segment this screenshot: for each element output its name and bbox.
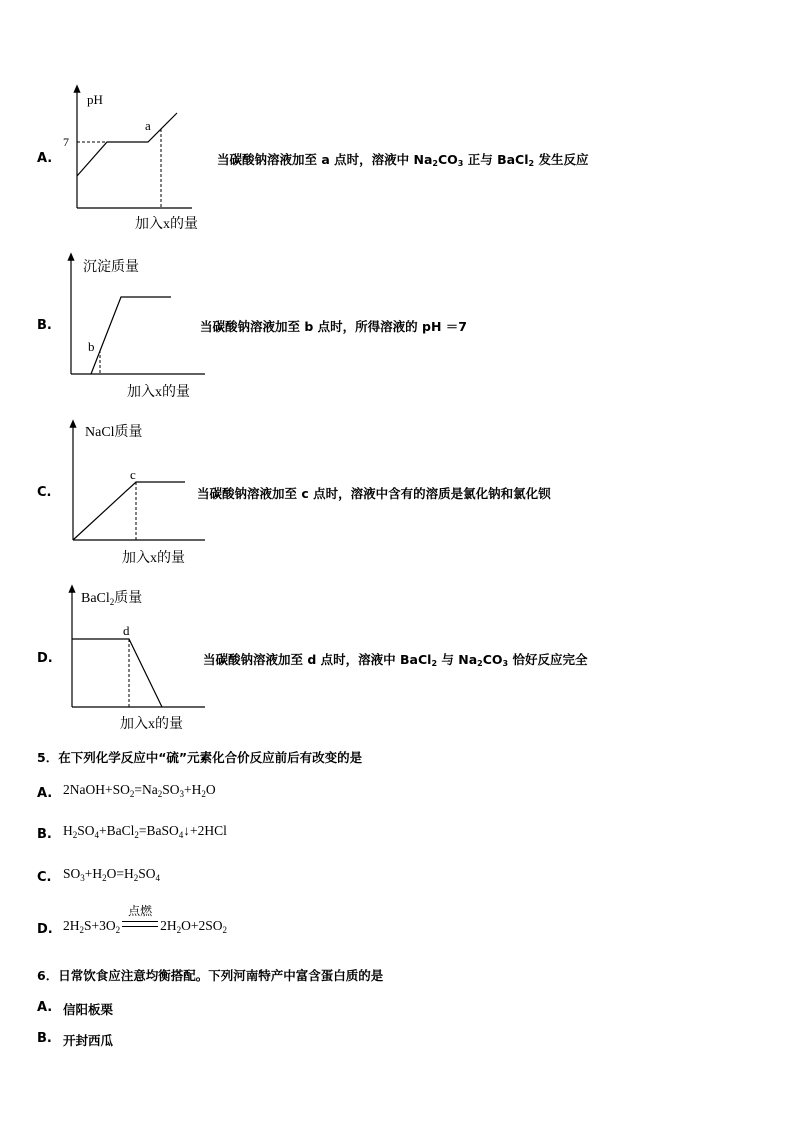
reaction-condition: 点燃 bbox=[128, 904, 153, 918]
option-b-letter: B. bbox=[37, 318, 52, 333]
q5-stem: 5．在下列化学反应中“硫”元素化合价反应前后有改变的是 bbox=[37, 750, 363, 765]
y-axis-label: NaCl质量 bbox=[85, 425, 143, 440]
x-axis-label: 加入x的量 bbox=[120, 717, 183, 732]
tick-7: 7 bbox=[63, 135, 69, 149]
bacl2-curve bbox=[72, 639, 162, 707]
option-d-graph bbox=[55, 580, 215, 735]
x-axis-label: 加入x的量 bbox=[127, 385, 190, 400]
q5-option-c-equation: $SO_3+H_2O=H_2SO_4$ bbox=[63, 866, 161, 883]
option-c-letter: C. bbox=[37, 485, 52, 500]
q6-option-a-text: 信阳板栗 bbox=[63, 1002, 114, 1017]
point-d-label: d bbox=[123, 623, 130, 638]
precipitate-curve bbox=[91, 297, 171, 374]
ph-curve bbox=[77, 113, 177, 176]
point-a-label: a bbox=[145, 118, 151, 133]
option-c-graph bbox=[55, 415, 215, 570]
option-b-graph bbox=[55, 250, 215, 405]
q5-option-d-equation: $2H_2S+3O_2$ 点燃 $2H_2O+2SO_2$ bbox=[63, 904, 227, 935]
y-axis-label: pH bbox=[87, 92, 103, 107]
q5-option-a-letter: A. bbox=[37, 786, 53, 801]
x-axis-label: 加入x的量 bbox=[122, 551, 185, 566]
option-a-description: 当碳酸钠溶液加至 a 点时，溶液中 $Na_2CO_3$ 正与 BaCl$_2$ 发生反应 bbox=[217, 152, 589, 168]
option-b-description: 当碳酸钠溶液加至 b 点时，所得溶液的 pH ＝7 bbox=[200, 319, 467, 334]
q5-option-d-letter: D. bbox=[37, 922, 53, 937]
point-c-label: c bbox=[130, 467, 136, 482]
q5-option-b-equation: $H_2SO_4+BaCl_2=BaSO_4↓+2HCl$ bbox=[63, 823, 227, 840]
q5-option-b-letter: B. bbox=[37, 827, 52, 842]
nacl-curve bbox=[73, 482, 185, 540]
q6-option-b-text: 开封西瓜 bbox=[63, 1033, 114, 1048]
point-b-label: b bbox=[88, 339, 95, 354]
option-a-letter: A. bbox=[37, 151, 53, 166]
q6-stem: 6．日常饮食应注意均衡搭配。下列河南特产中富含蛋白质的是 bbox=[37, 968, 384, 983]
option-c-description: 当碳酸钠溶液加至 c 点时，溶液中含有的溶质是氯化钠和氯化钡 bbox=[197, 486, 551, 501]
q6-option-b-letter: B. bbox=[37, 1031, 52, 1046]
option-d-description: 当碳酸钠溶液加至 d 点时，溶液中 BaCl$_2$ 与 $Na_2CO_3$ 恰好反应完全 bbox=[203, 652, 588, 668]
q5-option-c-letter: C. bbox=[37, 870, 52, 885]
y-axis-label: BaCl$_2$质量 bbox=[81, 591, 143, 607]
q6-option-a-letter: A. bbox=[37, 1000, 53, 1015]
option-d-letter: D. bbox=[37, 651, 53, 666]
q5-option-a-equation: $2NaOH+SO_2=Na_2SO_3+H_2O$ bbox=[63, 782, 216, 799]
y-axis-label: 沉淀质量 bbox=[83, 260, 139, 275]
x-axis-label: 加入x的量 bbox=[135, 217, 198, 232]
option-a-graph bbox=[55, 82, 215, 237]
